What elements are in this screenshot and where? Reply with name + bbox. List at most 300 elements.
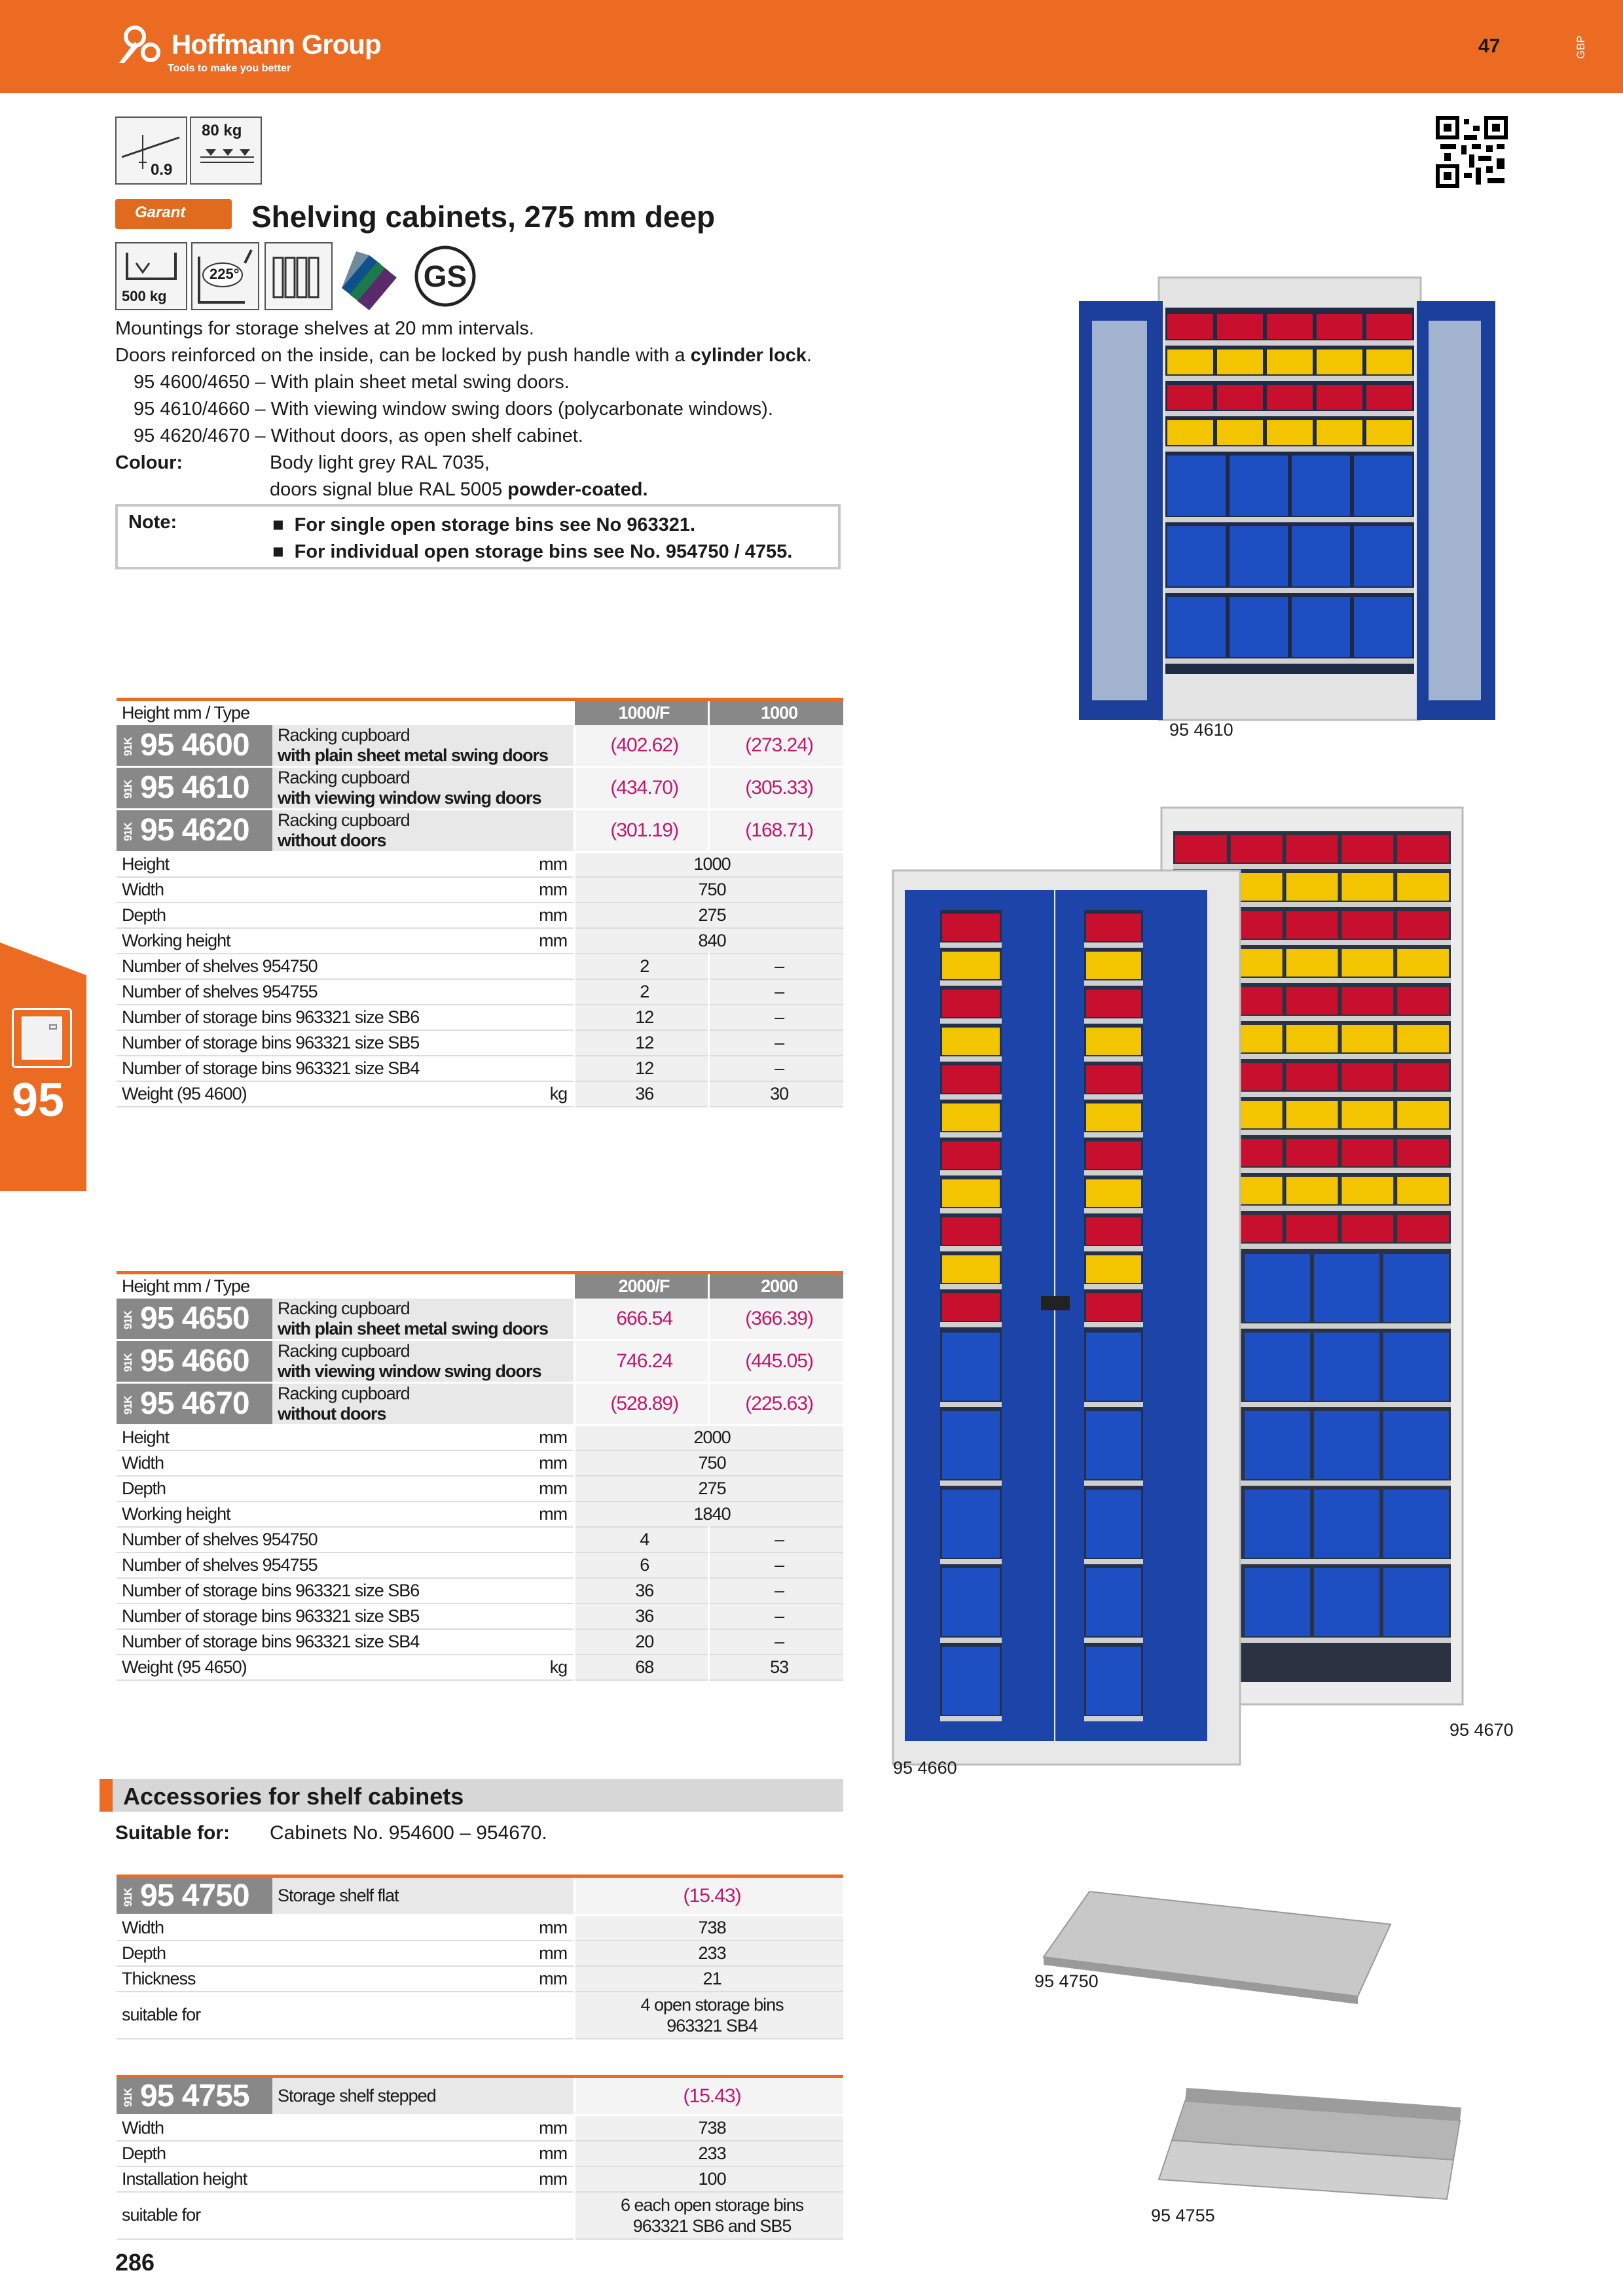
colour-value-2: doors signal blue RAL 5005 [270,479,508,500]
spec-value: 68 [575,1655,709,1680]
spec-value: – [709,1005,843,1030]
storage-bin [942,1066,1000,1093]
spec-unit: mm [272,1425,575,1450]
variant-line [115,369,848,396]
shelf [1084,1018,1143,1024]
price: 746.24 [575,1340,709,1382]
binders-icon [264,242,333,310]
shelf [940,980,1002,986]
spec-label: Weight (95 4650) [117,1655,272,1680]
storage-bin [1341,1101,1393,1128]
article-number: 95 4660 [140,1344,249,1378]
storage-bin [1314,1490,1379,1558]
storage-bin [1267,385,1313,410]
product-name-2: with plain sheet metal swing doors [278,745,549,765]
spec-value: 738 [575,1915,843,1941]
suitable-value-2: 963321 SB4 [666,2015,757,2036]
variant-codes: 95 4600/4650 – [134,372,266,393]
storage-bin [1354,597,1412,657]
product-name-2: with plain sheet metal swing doors [278,1318,549,1338]
storage-bin [1086,1103,1141,1131]
spec-row [117,903,843,928]
spec-value: 2 [575,979,709,1005]
shelf [1084,1170,1143,1175]
storage-bin [1397,1177,1449,1204]
spec-row [117,1629,843,1655]
storage-bin [942,990,1000,1017]
storage-bin [942,1255,1000,1283]
caption-954670: 95 4670 [1450,1720,1514,1740]
spec-value: 36 [575,1578,709,1604]
shelf [1084,1716,1143,1721]
note-items [272,512,792,565]
storage-bin [1341,1139,1393,1166]
spec-value: – [709,1578,843,1604]
spec-label: suitable for [117,2192,575,2239]
storage-bin [1286,1215,1338,1242]
product-row [117,1340,843,1382]
variant-text: Without doors, as open shelf cabinet. [270,425,583,446]
spec-value: – [709,1604,843,1629]
storage-bin [1231,835,1283,863]
door-angle-icon [191,242,259,310]
spec-label: Number of storage bins 963321 size SB6 [117,1005,575,1030]
storage-bin [1217,420,1263,445]
shelf [940,1094,1002,1100]
storage-bin [1230,456,1288,516]
spec-label: Working height [117,1501,272,1527]
storage-bin [942,1179,1000,1207]
storage-bin [1286,835,1338,863]
spec-row [117,1604,843,1629]
product-name [272,1299,575,1340]
shelf [940,1284,1002,1289]
spec-label: Depth [117,903,272,928]
storage-bin [1341,1063,1393,1090]
spec-row [117,1578,843,1604]
note-item: ■ For single open storage bins see No 963321. [272,514,696,535]
storage-bin [1086,1647,1141,1715]
desc-line-2-text: Doors reinforced on the inside, can be locked by push handle with a [115,345,691,366]
spec-unit: kg [272,1081,575,1107]
variant-line [115,423,848,450]
storage-bin [1245,1411,1310,1479]
spec-row [117,1056,843,1081]
product-name-2: with viewing window swing doors [278,787,541,808]
storage-bin [1341,987,1393,1014]
storage-bin [1292,456,1350,516]
storage-bin [1175,835,1227,863]
article-code: 91K 95 4670 [117,1382,272,1425]
product-name-2: without doors [278,1403,386,1424]
product-name [272,725,575,767]
price: (273.24) [709,725,843,767]
storage-bin [1286,949,1338,977]
product-name-1: Racking cupboard [278,1383,410,1403]
storage-bin [1292,526,1350,586]
storage-bin [1245,1490,1310,1558]
shelf [1165,517,1414,522]
spec-value: – [709,1030,843,1056]
spec-value: 2000 [575,1425,843,1450]
shelf [940,1132,1002,1138]
storage-bin [1286,1063,1338,1090]
storage-bin [1383,1333,1449,1401]
product-row [117,1382,843,1425]
storage-bin [1317,350,1362,374]
col-header: 2000 [709,1273,843,1299]
shelf [1084,1559,1143,1564]
spec-unit: mm [272,1476,575,1501]
storage-bin [1167,385,1213,410]
shelf-load-icon [190,117,262,185]
storage-bin [1397,1101,1449,1128]
storage-bin [1354,456,1412,516]
spec-value [575,2192,843,2239]
spec-unit: mm [272,1450,575,1476]
suitable-line [115,1822,547,1844]
storage-bin [1086,1411,1141,1479]
spec-unit: mm [272,852,575,877]
storage-bin [1397,911,1449,939]
spec-label: Number of storage bins 963321 size SB6 [117,1578,575,1604]
caption-954660: 95 4660 [893,1758,957,1778]
shelf [1084,1056,1143,1062]
spec-row [117,1425,843,1450]
spec-row [117,928,843,954]
storage-bin [1086,1490,1141,1558]
spec-value [575,1992,843,2039]
article-code: 91K 95 4600 [117,725,272,767]
spec-label: Depth [117,1476,272,1501]
storage-bin [1397,1063,1449,1090]
storage-bin [942,914,1000,941]
logo-icon [115,22,168,68]
storage-bin [1341,911,1393,939]
product-row [117,766,843,809]
storage-bin [1086,1217,1141,1245]
product-name-1: Racking cupboard [278,810,410,830]
spec-label: Number of storage bins 963321 size SB4 [117,1629,575,1655]
spec-label: Width [117,1915,272,1941]
spec-label: Depth [117,2141,272,2166]
shelf [940,1208,1002,1213]
chapter-number: 95 [12,1074,65,1126]
colour-swatches-icon [337,242,407,310]
angle-value: 0.9 [151,161,173,179]
storage-bin [1167,597,1226,657]
storage-bin [942,1028,1000,1055]
spec-label: Working height [117,928,272,954]
spec-unit: mm [272,2115,575,2141]
storage-bin [1366,350,1412,374]
variant-text: With plain sheet metal swing doors. [270,372,570,393]
storage-bin [1341,949,1393,977]
note-item: ■ For individual open storage bins see No. 954750 / 4755. [272,541,793,562]
shelf [1084,1284,1143,1289]
description [115,315,848,503]
product-row [117,1876,843,1915]
spec-value: 12 [575,1030,709,1056]
storage-bin [1314,1333,1379,1401]
product-title: Shelving cabinets, 275 mm deep [251,200,716,234]
spec-unit: mm [272,1501,575,1527]
load-angle-icon [115,117,187,185]
shelf [1084,942,1143,948]
storage-bin [1366,314,1412,339]
article-code: 91K 95 4660 [117,1340,272,1382]
spec-row [117,1941,843,1966]
variant-codes: 95 4610/4660 – [134,399,266,420]
price: (15.43) [575,1876,843,1915]
storage-bin [1341,835,1393,863]
article-number: 95 4600 [140,728,249,762]
shelf [1084,1246,1143,1251]
spec-value: 750 [575,1450,843,1476]
shelf [1084,1094,1143,1100]
spec-value: – [709,1527,843,1552]
storage-bin [1267,314,1313,339]
caption-954750: 95 4750 [1034,1971,1099,1991]
storage-bin [942,1141,1000,1169]
shelf [1084,1132,1143,1138]
storage-bin [1086,952,1141,979]
spec-row [117,1005,843,1030]
spec-value: 36 [575,1604,709,1629]
note-box [115,504,841,569]
spec-value: 12 [575,1005,709,1030]
storage-bin [1366,385,1412,410]
storage-bin [942,1647,1000,1715]
variant-codes: 95 4620/4670 – [134,425,266,446]
spec-label: suitable for [117,1992,575,2039]
spec-label: Width [117,877,272,903]
price: (528.89) [575,1382,709,1425]
spec-row [117,1030,843,1056]
product-row [117,725,843,767]
spec-value: 21 [575,1966,843,1992]
spec-label: Installation height [117,2166,272,2192]
spec-label: Thickness [117,1966,272,1992]
spec-row [117,1081,843,1107]
product-name [272,1382,575,1425]
shelf [1165,588,1414,593]
table-head-label: Height mm / Type [117,700,575,725]
price: (366.39) [709,1299,843,1340]
col-header: 1000/F [575,700,709,725]
load-value: 80 kg [202,122,242,139]
shelf [940,1018,1002,1024]
storage-bin [1397,873,1449,901]
shelf [940,1170,1002,1175]
product-name-1: Racking cupboard [278,767,410,787]
product-name-1: Racking cupboard [278,1340,410,1361]
storage-bin [1383,1568,1449,1636]
storage-bin [1086,990,1141,1017]
storage-bin [1314,1568,1379,1636]
article-code: 91K 95 4750 [117,1876,272,1915]
storage-bin [1086,1141,1141,1169]
caption-954755: 95 4755 [1151,2206,1215,2225]
footer-page-number: 286 [115,2249,155,2276]
product-name [272,1340,575,1382]
shelf [1165,411,1414,416]
shelf-load-value: 500 kg [122,288,167,304]
shelf-flat-table [117,1874,843,2039]
spec-label: Height [117,1425,272,1450]
note-text: For individual open storage bins see No. 954750 / 4755. [294,541,793,562]
spec-unit: mm [272,2141,575,2166]
shelf [1084,1322,1143,1327]
storage-bin [1086,1568,1141,1636]
shelf [1165,658,1414,664]
storage-bin [1245,1333,1310,1401]
spec-row [117,2166,843,2192]
desc-line-2-bold: cylinder lock [690,345,807,366]
shelf [940,942,1002,948]
spec-value: 275 [575,1476,843,1501]
product-name [272,809,575,852]
article-code: 91K 95 4610 [117,766,272,809]
spec-row [117,979,843,1005]
shelf [940,1638,1002,1643]
spec-value: – [709,1056,843,1081]
storage-bin [1317,385,1362,410]
storage-bin [1286,1025,1338,1052]
article-code: 91K 95 4755 [117,2077,272,2115]
table-header [117,1273,843,1299]
storage-bin [942,1103,1000,1131]
storage-bin [1167,420,1213,445]
desc-line-2: Doors reinforced on the inside, can be locked by push handle with a cylinder lock. [115,345,812,366]
spec-label: Number of storage bins 963321 size SB4 [117,1056,575,1081]
shelf-stepped-table [117,2075,843,2240]
storage-bin [1292,597,1350,657]
spec-value: – [709,954,843,979]
storage-bin [1167,526,1226,586]
storage-bin [1167,314,1213,339]
storage-bin [1397,1215,1449,1242]
spec-value: 12 [575,1056,709,1081]
variant-line [115,396,848,423]
spec-value: 53 [709,1655,843,1680]
colour-line-2 [115,476,848,503]
storage-bin [1086,1066,1141,1093]
storage-bin [1286,1139,1338,1166]
storage-bin [1397,949,1449,977]
storage-bin [1397,1139,1449,1166]
storage-bin [942,952,1000,979]
price: (301.19) [575,809,709,852]
shelf [1084,1208,1143,1213]
spec-value: 36 [575,1081,709,1107]
language-code: GBP [1575,35,1587,59]
cabinet-954660-image [890,864,1244,1767]
price: (402.62) [575,725,709,767]
spec-unit: mm [272,2166,575,2192]
spec-unit: mm [272,928,575,954]
shelf [940,1056,1002,1062]
spec-row [117,1966,843,1992]
spec-table-1000 [117,698,843,1107]
shelf-capacity-icon [115,242,187,310]
storage-bin [942,1293,1000,1321]
storage-bin [1314,1411,1379,1479]
spec-row [117,2115,843,2141]
spec-unit: kg [272,1655,575,1680]
spec-value: 738 [575,2115,843,2141]
spec-table-2000 [117,1271,843,1681]
storage-bin [1383,1411,1449,1479]
spec-row [117,1527,843,1552]
spec-value: 275 [575,903,843,928]
price: (434.70) [575,766,709,809]
product-name: Storage shelf flat [272,1876,575,1915]
spec-value: 30 [709,1081,843,1107]
storage-bin [942,1568,1000,1636]
desc-line-1: Mountings for storage shelves at 20 mm intervals. [115,318,534,339]
spec-row [117,1915,843,1941]
shelf-flat-image [1030,1885,1397,2016]
product-name-1: Racking cupboard [278,1298,410,1318]
storage-bin [1317,314,1362,339]
spec-label: Weight (95 4600) [117,1081,272,1107]
storage-bin [1366,420,1412,445]
spec-label: Number of storage bins 963321 size SB5 [117,1604,575,1629]
spec-row [117,1450,843,1476]
storage-bin [1230,526,1288,586]
storage-bin [1217,350,1263,374]
product-name [272,766,575,809]
storage-bin [1086,1179,1141,1207]
spec-label: Depth [117,1941,272,1966]
spec-unit: mm [272,1941,575,1966]
svg-text:GS: GS [423,259,467,293]
storage-bin [1317,420,1362,445]
hoffmann-logo [115,17,390,76]
spec-unit: mm [272,877,575,903]
spec-label: Height [117,852,272,877]
spec-value: – [709,1629,843,1655]
spec-label: Number of shelves 954750 [117,1527,575,1552]
product-name-1: Racking cupboard [278,725,410,745]
spec-value: 2 [575,954,709,979]
article-code: 91K 95 4620 [117,809,272,852]
shelf [1084,980,1143,986]
spec-row [117,1501,843,1527]
storage-bin [1286,1101,1338,1128]
article-number: 95 4755 [140,2079,249,2113]
shelf [1084,1480,1143,1486]
spec-unit: mm [272,1966,575,1992]
spec-row [117,1655,843,1680]
article-number: 95 4670 [140,1386,249,1421]
accessories-title: Accessories for shelf cabinets [123,1783,464,1810]
article-number: 95 4750 [140,1878,249,1913]
storage-bin [942,1490,1000,1558]
spec-value: – [709,979,843,1005]
shelf [1165,446,1414,452]
col-header: 2000/F [575,1273,709,1299]
garant-badge: Garant [115,199,232,229]
qr-code-icon [1435,115,1508,188]
shelf [940,1716,1002,1721]
storage-bin [1245,1568,1310,1636]
col-header: 1000 [709,700,843,725]
spec-value: – [709,1552,843,1578]
spec-value: 6 [575,1552,709,1578]
storage-bin [1286,987,1338,1014]
